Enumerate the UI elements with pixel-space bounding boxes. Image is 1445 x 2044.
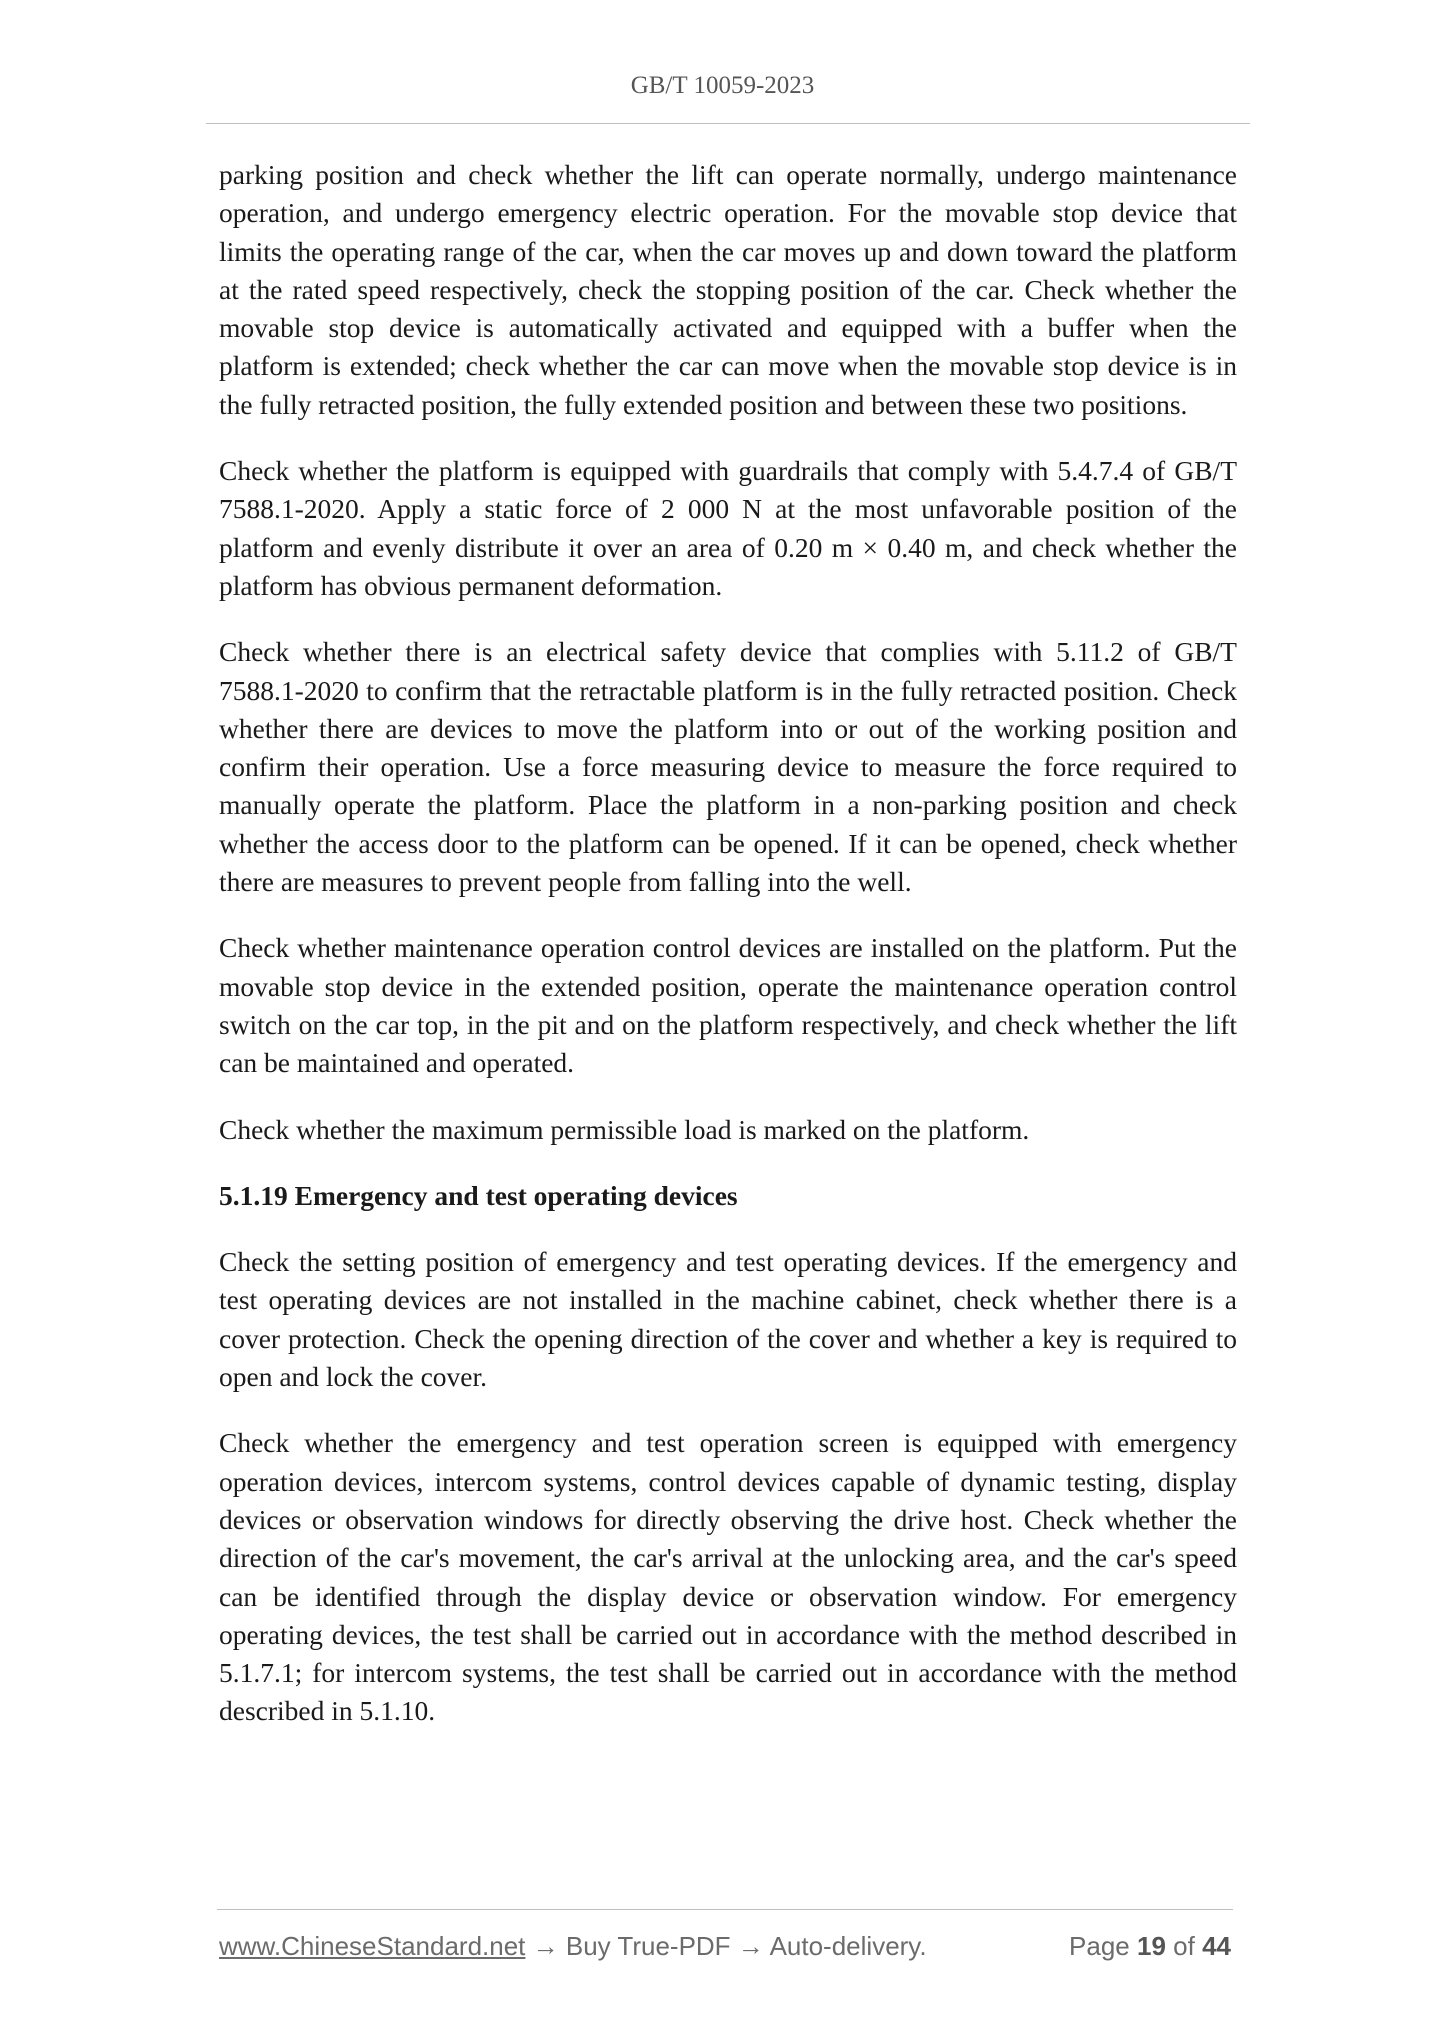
- section-heading: 5.1.19 Emergency and test operating devices: [219, 1179, 738, 1211]
- header-divider: [206, 123, 1250, 124]
- page-total: 44: [1202, 1931, 1231, 1961]
- document-header: GB/T 10059-2023: [630, 72, 815, 99]
- page-label: Page: [1069, 1931, 1130, 1961]
- paragraph-2: Check whether the platform is equipped with guardrails that comply with 5.4.7.4 of GB/T 7588.1-2020. Apply a static force of 2 000 N at the most unfavorable position of the platform and evenly distribute it over an area of 0.20 m × 0.40 m, and check whether the platform has obvious permanent deformation.: [219, 455, 1237, 601]
- paragraph-7: Check whether the emergency and test operation screen is equipped with emergency operation devices, intercom systems, control devices capable of dynamic testing, display devices or observation windows for directly observing the drive host. Check whether the direction of the car's movement, the car's arrival at the unlocking area, and the car's speed can be identified through the display device or observation window. For emergency operating devices, the test shall be carried out in accordance with the method described in 5.1.7.1; for intercom systems, the test shall be carried out in accordance with the method described in 5.1.10.: [219, 1427, 1237, 1727]
- paragraph-3: Check whether there is an electrical safety device that complies with 5.11.2 of GB/T 7588.1-2020 to confirm that the retractable platform is in the fully retracted position. Check whether there are devices to move the platform into or out of the working position and confirm their operation. Use a force measuring device to measure the force required to manually operate the platform. Place the platform in a non-parking position and check whether the access door to the platform can be opened. If it can be opened, check whether there are measures to prevent people from falling into the well.: [219, 636, 1237, 898]
- of-label: of: [1173, 1931, 1195, 1961]
- page-footer: [219, 1931, 1231, 1962]
- paragraph-6: Check the setting position of emergency and test operating devices. If the emergency and test operating devices are not installed in the machine cabinet, check whether there is a cover protection. Check the opening direction of the cover and whether a key is required to open and lock the cover.: [219, 1246, 1237, 1393]
- website-link[interactable]: www.ChineseStandard.net: [219, 1931, 526, 1961]
- document-body: [219, 156, 1237, 1759]
- paragraph-1: parking position and check whether the lift can operate normally, undergo maintenance operation, and undergo emergency electric operation. For the movable stop device that limits the operating range of the car, when the car moves up and down toward the platform at the rated speed respectively, check the stopping position of the car. Check whether the movable stop device is automatically activated and equipped with a buffer when the platform is extended; check whether the car can move when the movable stop device is in the fully retracted position, the fully extended position and between these two positions.: [219, 159, 1237, 420]
- paragraph-4: Check whether maintenance operation control devices are installed on the platform. Put the movable stop device in the extended position, operate the maintenance operation control switch on the car top, in the pit and on the platform respectively, and check whether the lift can be maintained and operated.: [219, 932, 1237, 1079]
- promo-text: → Buy True-PDF → Auto-delivery.: [525, 1931, 927, 1961]
- paragraph-5: Check whether the maximum permissible load is marked on the platform.: [219, 1113, 1030, 1145]
- footer-divider: [217, 1909, 1233, 1910]
- page-indicator: [1069, 1931, 1231, 1962]
- page-number: 19: [1137, 1931, 1166, 1961]
